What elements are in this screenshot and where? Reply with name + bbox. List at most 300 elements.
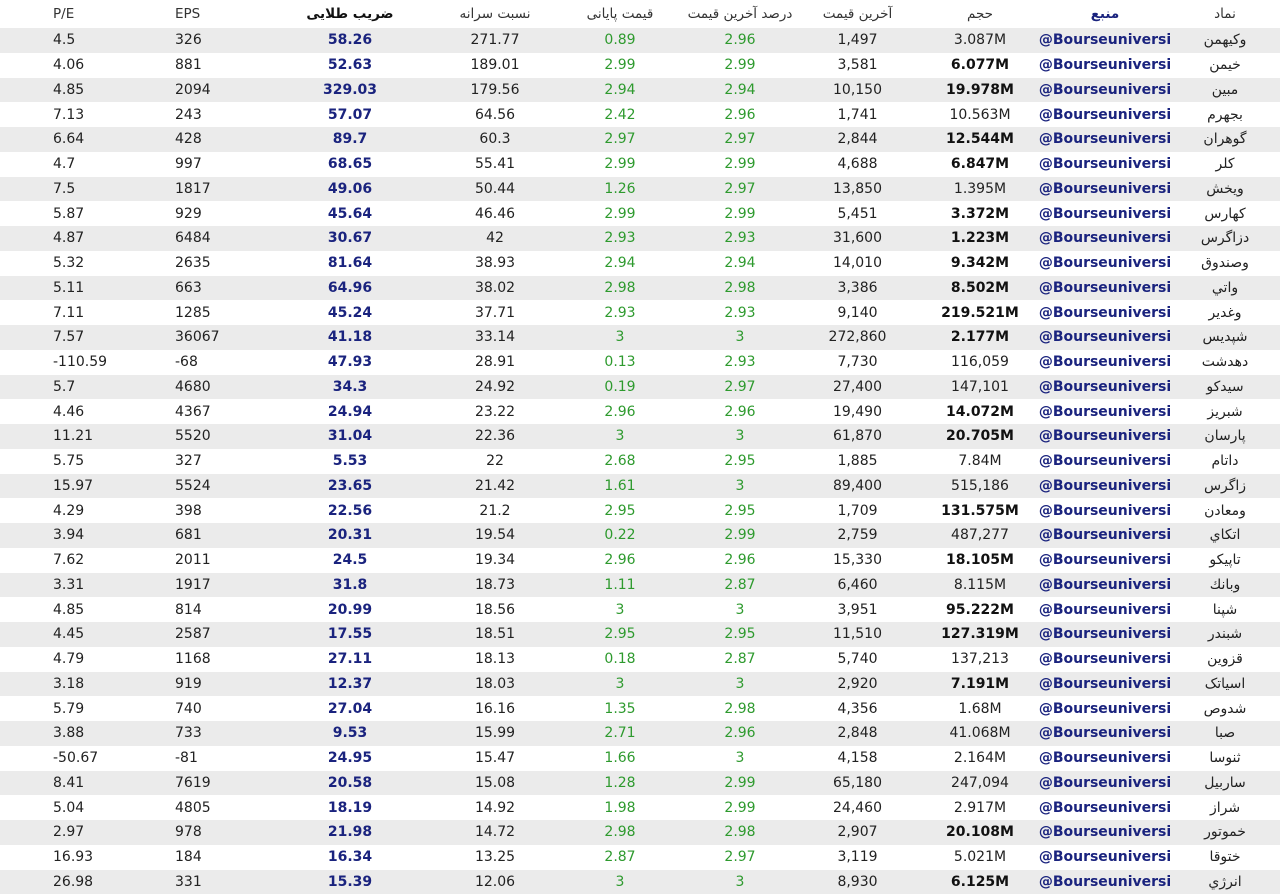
cell-symbol[interactable]: مبین (1180, 78, 1270, 103)
cell-per-capita-ratio: 60.3 (430, 127, 560, 152)
table-row[interactable] (0, 498, 1280, 523)
cell-last-price-percent: 2.97 (680, 177, 800, 202)
cell-per-capita-ratio: 15.08 (430, 771, 560, 796)
cell-source[interactable]: @Bourseuniversi (1040, 597, 1170, 622)
cell-final-price: 2.98 (560, 820, 680, 845)
cell-volume: 41.068M (920, 721, 1040, 746)
cell-volume: 20.108M (920, 820, 1040, 845)
cell-final-price: 2.99 (560, 152, 680, 177)
cell-last-price-percent: 3 (680, 597, 800, 622)
cell-symbol[interactable]: قزوین (1180, 647, 1270, 672)
cell-source[interactable]: @Bourseuniversi (1040, 820, 1170, 845)
cell-eps: 663 (160, 276, 280, 301)
cell-last-price-percent: 2.96 (680, 721, 800, 746)
cell-volume: 1.395M (920, 177, 1040, 202)
cell-eps: 2587 (160, 622, 280, 647)
cell-pe: 4.85 (40, 78, 150, 103)
cell-golden-ratio: 23.65 (290, 474, 410, 499)
cell-volume: 2.164M (920, 746, 1040, 771)
cell-eps: -68 (160, 350, 280, 375)
cell-eps: 331 (160, 870, 280, 894)
cell-last-price: 65,180 (800, 771, 915, 796)
cell-golden-ratio: 20.99 (290, 597, 410, 622)
cell-volume: 147,101 (920, 375, 1040, 400)
cell-eps: 997 (160, 152, 280, 177)
cell-last-price: 3,386 (800, 276, 915, 301)
cell-symbol[interactable]: تاپیکو (1180, 548, 1270, 573)
cell-source[interactable]: @Bourseuniversi (1040, 399, 1170, 424)
cell-final-price: 2.93 (560, 300, 680, 325)
cell-symbol[interactable]: زاگرس (1180, 474, 1270, 499)
cell-per-capita-ratio: 15.99 (430, 721, 560, 746)
header-volume[interactable]: حجم (920, 0, 1040, 28)
cell-final-price: 2.71 (560, 721, 680, 746)
cell-source[interactable]: @Bourseuniversi (1040, 78, 1170, 103)
cell-last-price: 15,330 (800, 548, 915, 573)
cell-golden-ratio: 64.96 (290, 276, 410, 301)
cell-per-capita-ratio: 16.16 (430, 696, 560, 721)
cell-eps: 7619 (160, 771, 280, 796)
table-row[interactable] (0, 721, 1280, 746)
cell-source[interactable]: @Bourseuniversi (1040, 424, 1170, 449)
cell-final-price: 1.66 (560, 746, 680, 771)
table-row[interactable] (0, 152, 1280, 177)
cell-source[interactable]: @Bourseuniversi (1040, 622, 1170, 647)
table-row[interactable] (0, 771, 1280, 796)
cell-source[interactable]: @Bourseuniversi (1040, 672, 1170, 697)
cell-last-price: 1,709 (800, 498, 915, 523)
cell-golden-ratio: 31.04 (290, 424, 410, 449)
cell-source[interactable]: @Bourseuniversi (1040, 251, 1170, 276)
cell-per-capita-ratio: 28.91 (430, 350, 560, 375)
cell-volume: 95.222M (920, 597, 1040, 622)
cell-symbol[interactable]: داتام (1180, 449, 1270, 474)
cell-volume: 8.502M (920, 276, 1040, 301)
table-row[interactable] (0, 696, 1280, 721)
cell-symbol[interactable]: وصندوق (1180, 251, 1270, 276)
cell-last-price-percent: 2.99 (680, 152, 800, 177)
cell-last-price: 7,730 (800, 350, 915, 375)
cell-source[interactable]: @Bourseuniversi (1040, 721, 1170, 746)
cell-eps: 398 (160, 498, 280, 523)
cell-source[interactable]: @Bourseuniversi (1040, 573, 1170, 598)
cell-volume: 2.177M (920, 325, 1040, 350)
cell-volume: 19.978M (920, 78, 1040, 103)
cell-final-price: 3 (560, 870, 680, 894)
cell-last-price: 8,930 (800, 870, 915, 894)
table-row[interactable] (0, 78, 1280, 103)
cell-symbol[interactable]: دزاگرس (1180, 226, 1270, 251)
cell-last-price: 1,885 (800, 449, 915, 474)
cell-final-price: 2.94 (560, 251, 680, 276)
cell-symbol[interactable]: وغدير (1180, 300, 1270, 325)
cell-volume: 6.125M (920, 870, 1040, 894)
cell-last-price: 3,951 (800, 597, 915, 622)
header-pe[interactable]: P/E (40, 0, 150, 28)
table-row[interactable] (0, 300, 1280, 325)
cell-pe: 15.97 (40, 474, 150, 499)
cell-source[interactable]: @Bourseuniversi (1040, 771, 1170, 796)
cell-volume: 6.847M (920, 152, 1040, 177)
cell-golden-ratio: 22.56 (290, 498, 410, 523)
cell-last-price-percent: 2.99 (680, 795, 800, 820)
table-row[interactable] (0, 350, 1280, 375)
cell-eps: 814 (160, 597, 280, 622)
cell-golden-ratio: 12.37 (290, 672, 410, 697)
cell-eps: 978 (160, 820, 280, 845)
cell-per-capita-ratio: 22.36 (430, 424, 560, 449)
cell-last-price-percent: 2.87 (680, 573, 800, 598)
cell-last-price: 2,844 (800, 127, 915, 152)
cell-last-price-percent: 2.93 (680, 300, 800, 325)
cell-per-capita-ratio: 22 (430, 449, 560, 474)
cell-symbol[interactable]: ومعادن (1180, 498, 1270, 523)
cell-per-capita-ratio: 38.93 (430, 251, 560, 276)
header-eps[interactable]: EPS (160, 0, 280, 28)
cell-last-price: 4,688 (800, 152, 915, 177)
cell-golden-ratio: 89.7 (290, 127, 410, 152)
cell-per-capita-ratio: 179.56 (430, 78, 560, 103)
cell-source[interactable]: @Bourseuniversi (1040, 498, 1170, 523)
cell-symbol[interactable]: ساربیل (1180, 771, 1270, 796)
cell-final-price: 2.97 (560, 127, 680, 152)
cell-volume: 20.705M (920, 424, 1040, 449)
cell-volume: 18.105M (920, 548, 1040, 573)
cell-last-price: 9,140 (800, 300, 915, 325)
table-row[interactable] (0, 201, 1280, 226)
table-row[interactable] (0, 177, 1280, 202)
table-row[interactable] (0, 573, 1280, 598)
cell-pe: 7.57 (40, 325, 150, 350)
cell-last-price: 2,920 (800, 672, 915, 697)
cell-last-price-percent: 3 (680, 424, 800, 449)
cell-last-price-percent: 2.98 (680, 820, 800, 845)
cell-eps: 1285 (160, 300, 280, 325)
cell-last-price-percent: 2.99 (680, 771, 800, 796)
cell-symbol[interactable]: دهدشت (1180, 350, 1270, 375)
cell-pe: 26.98 (40, 870, 150, 894)
cell-eps: 327 (160, 449, 280, 474)
cell-symbol[interactable]: صبا (1180, 721, 1270, 746)
header-last-price-percent[interactable]: درصد آخرین قیمت (680, 0, 800, 28)
cell-final-price: 2.93 (560, 226, 680, 251)
cell-symbol[interactable]: اتکاي (1180, 523, 1270, 548)
cell-volume: 14.072M (920, 399, 1040, 424)
cell-volume: 116,059 (920, 350, 1040, 375)
cell-per-capita-ratio: 21.2 (430, 498, 560, 523)
cell-eps: 326 (160, 28, 280, 53)
table-row[interactable] (0, 251, 1280, 276)
header-final-price[interactable]: قیمت پایانی (560, 0, 680, 28)
table-row[interactable] (0, 449, 1280, 474)
cell-per-capita-ratio: 42 (430, 226, 560, 251)
cell-pe: 7.62 (40, 548, 150, 573)
cell-symbol[interactable]: کهارس (1180, 201, 1270, 226)
cell-last-price: 27,400 (800, 375, 915, 400)
table-row[interactable] (0, 548, 1280, 573)
cell-final-price: 2.98 (560, 276, 680, 301)
cell-pe: 16.93 (40, 845, 150, 870)
cell-last-price: 2,848 (800, 721, 915, 746)
cell-source[interactable]: @Bourseuniversi (1040, 696, 1170, 721)
cell-symbol[interactable]: ختوقا (1180, 845, 1270, 870)
cell-final-price: 2.94 (560, 78, 680, 103)
cell-per-capita-ratio: 15.47 (430, 746, 560, 771)
cell-eps: 733 (160, 721, 280, 746)
cell-source[interactable]: @Bourseuniversi (1040, 28, 1170, 53)
cell-source[interactable]: @Bourseuniversi (1040, 226, 1170, 251)
cell-volume: 6.077M (920, 53, 1040, 78)
cell-pe: 6.64 (40, 127, 150, 152)
cell-symbol[interactable]: ویخش (1180, 177, 1270, 202)
cell-source[interactable]: @Bourseuniversi (1040, 746, 1170, 771)
cell-symbol[interactable]: کلر (1180, 152, 1270, 177)
cell-final-price: 1.11 (560, 573, 680, 598)
cell-symbol[interactable]: پارسان (1180, 424, 1270, 449)
cell-symbol[interactable]: وکیهمن (1180, 28, 1270, 53)
cell-pe: 3.31 (40, 573, 150, 598)
cell-per-capita-ratio: 23.22 (430, 399, 560, 424)
cell-eps: 740 (160, 696, 280, 721)
cell-source[interactable]: @Bourseuniversi (1040, 53, 1170, 78)
cell-eps: -81 (160, 746, 280, 771)
cell-eps: 2094 (160, 78, 280, 103)
cell-symbol[interactable]: سیدکو (1180, 375, 1270, 400)
table-row[interactable] (0, 746, 1280, 771)
cell-symbol[interactable]: شپدیس (1180, 325, 1270, 350)
cell-symbol[interactable]: شدوص (1180, 696, 1270, 721)
cell-last-price: 2,907 (800, 820, 915, 845)
table-row[interactable] (0, 28, 1280, 53)
cell-volume: 487,277 (920, 523, 1040, 548)
cell-final-price: 0.89 (560, 28, 680, 53)
cell-symbol[interactable]: شراز (1180, 795, 1270, 820)
cell-per-capita-ratio: 46.46 (430, 201, 560, 226)
table-row[interactable] (0, 845, 1280, 870)
cell-golden-ratio: 20.58 (290, 771, 410, 796)
cell-last-price: 2,759 (800, 523, 915, 548)
cell-last-price-percent: 2.99 (680, 53, 800, 78)
cell-last-price: 13,850 (800, 177, 915, 202)
table-row[interactable] (0, 424, 1280, 449)
table-row[interactable] (0, 820, 1280, 845)
cell-final-price: 2.99 (560, 201, 680, 226)
cell-source[interactable]: @Bourseuniversi (1040, 795, 1170, 820)
cell-golden-ratio: 24.95 (290, 746, 410, 771)
cell-source[interactable]: @Bourseuniversi (1040, 523, 1170, 548)
cell-source[interactable]: @Bourseuniversi (1040, 177, 1170, 202)
cell-source[interactable]: @Bourseuniversi (1040, 845, 1170, 870)
cell-per-capita-ratio: 38.02 (430, 276, 560, 301)
cell-final-price: 2.96 (560, 399, 680, 424)
cell-pe: 4.06 (40, 53, 150, 78)
cell-symbol[interactable]: خیمن (1180, 53, 1270, 78)
cell-golden-ratio: 68.65 (290, 152, 410, 177)
cell-symbol[interactable]: شبندر (1180, 622, 1270, 647)
cell-eps: 1917 (160, 573, 280, 598)
cell-source[interactable]: @Bourseuniversi (1040, 102, 1170, 127)
cell-source[interactable]: @Bourseuniversi (1040, 474, 1170, 499)
cell-final-price: 3 (560, 325, 680, 350)
table-row[interactable] (0, 647, 1280, 672)
cell-last-price: 4,356 (800, 696, 915, 721)
table-row[interactable] (0, 399, 1280, 424)
cell-golden-ratio: 52.63 (290, 53, 410, 78)
cell-source[interactable]: @Bourseuniversi (1040, 325, 1170, 350)
table-row[interactable] (0, 276, 1280, 301)
cell-eps: 4680 (160, 375, 280, 400)
header-per-capita-ratio[interactable]: نسبت سرانه (430, 0, 560, 28)
cell-symbol[interactable]: واتي (1180, 276, 1270, 301)
cell-volume: 219.521M (920, 300, 1040, 325)
table-row[interactable] (0, 375, 1280, 400)
table-row[interactable] (0, 53, 1280, 78)
cell-source[interactable]: @Bourseuniversi (1040, 449, 1170, 474)
table-row[interactable] (0, 102, 1280, 127)
cell-last-price: 1,741 (800, 102, 915, 127)
cell-per-capita-ratio: 19.54 (430, 523, 560, 548)
cell-golden-ratio: 81.64 (290, 251, 410, 276)
header-symbol[interactable]: نماد (1180, 0, 1270, 28)
cell-final-price: 0.22 (560, 523, 680, 548)
cell-final-price: 3 (560, 424, 680, 449)
cell-symbol[interactable]: وبانك (1180, 573, 1270, 598)
cell-symbol[interactable]: بجهرم (1180, 102, 1270, 127)
cell-last-price-percent: 2.96 (680, 102, 800, 127)
cell-eps: 36067 (160, 325, 280, 350)
cell-per-capita-ratio: 50.44 (430, 177, 560, 202)
cell-golden-ratio: 20.31 (290, 523, 410, 548)
cell-final-price: 2.95 (560, 622, 680, 647)
cell-eps: 184 (160, 845, 280, 870)
cell-final-price: 1.61 (560, 474, 680, 499)
header-source[interactable]: منبع (1040, 0, 1170, 28)
cell-golden-ratio: 30.67 (290, 226, 410, 251)
cell-per-capita-ratio: 33.14 (430, 325, 560, 350)
table-row[interactable] (0, 672, 1280, 697)
table-row[interactable] (0, 597, 1280, 622)
table-row[interactable] (0, 622, 1280, 647)
cell-per-capita-ratio: 271.77 (430, 28, 560, 53)
cell-final-price: 2.99 (560, 53, 680, 78)
cell-source[interactable]: @Bourseuniversi (1040, 350, 1170, 375)
cell-golden-ratio: 49.06 (290, 177, 410, 202)
table-row[interactable] (0, 127, 1280, 152)
cell-volume: 9.342M (920, 251, 1040, 276)
cell-symbol[interactable]: انرژي (1180, 870, 1270, 894)
cell-source[interactable]: @Bourseuniversi (1040, 548, 1170, 573)
cell-symbol[interactable]: اسیاتک (1180, 672, 1270, 697)
cell-source[interactable]: @Bourseuniversi (1040, 127, 1170, 152)
cell-golden-ratio: 9.53 (290, 721, 410, 746)
cell-pe: 5.79 (40, 696, 150, 721)
cell-last-price: 31,600 (800, 226, 915, 251)
header-golden-ratio[interactable]: ضریب طلایی (290, 0, 410, 28)
table-row[interactable] (0, 474, 1280, 499)
cell-per-capita-ratio: 18.13 (430, 647, 560, 672)
cell-pe: 11.21 (40, 424, 150, 449)
cell-last-price: 14,010 (800, 251, 915, 276)
cell-last-price-percent: 2.99 (680, 201, 800, 226)
table-row[interactable] (0, 226, 1280, 251)
cell-last-price-percent: 2.98 (680, 696, 800, 721)
cell-source[interactable]: @Bourseuniversi (1040, 201, 1170, 226)
cell-source[interactable]: @Bourseuniversi (1040, 276, 1170, 301)
cell-per-capita-ratio: 21.42 (430, 474, 560, 499)
cell-last-price: 1,497 (800, 28, 915, 53)
table-body (0, 28, 1280, 894)
cell-last-price-percent: 3 (680, 474, 800, 499)
cell-golden-ratio: 15.39 (290, 870, 410, 894)
table-row[interactable] (0, 325, 1280, 350)
cell-pe: 3.94 (40, 523, 150, 548)
cell-volume: 515,186 (920, 474, 1040, 499)
cell-per-capita-ratio: 13.25 (430, 845, 560, 870)
cell-last-price-percent: 2.94 (680, 78, 800, 103)
cell-volume: 3.087M (920, 28, 1040, 53)
cell-symbol[interactable]: ثنوسا (1180, 746, 1270, 771)
cell-source[interactable]: @Bourseuniversi (1040, 375, 1170, 400)
cell-eps: 681 (160, 523, 280, 548)
cell-eps: 4367 (160, 399, 280, 424)
table-row[interactable] (0, 795, 1280, 820)
cell-pe: 2.97 (40, 820, 150, 845)
table-row[interactable] (0, 523, 1280, 548)
cell-golden-ratio: 24.94 (290, 399, 410, 424)
cell-eps: 2011 (160, 548, 280, 573)
cell-source[interactable]: @Bourseuniversi (1040, 300, 1170, 325)
cell-final-price: 1.98 (560, 795, 680, 820)
cell-volume: 127.319M (920, 622, 1040, 647)
cell-last-price: 61,870 (800, 424, 915, 449)
cell-source[interactable]: @Bourseuniversi (1040, 152, 1170, 177)
cell-pe: 4.45 (40, 622, 150, 647)
cell-last-price-percent: 2.97 (680, 375, 800, 400)
cell-last-price-percent: 2.96 (680, 399, 800, 424)
cell-last-price: 3,119 (800, 845, 915, 870)
cell-symbol[interactable]: شپنا (1180, 597, 1270, 622)
header-last-price[interactable]: آخرین قیمت (800, 0, 915, 28)
cell-pe: 7.5 (40, 177, 150, 202)
table-row[interactable] (0, 870, 1280, 894)
cell-pe: 8.41 (40, 771, 150, 796)
cell-golden-ratio: 27.04 (290, 696, 410, 721)
cell-golden-ratio: 16.34 (290, 845, 410, 870)
cell-symbol[interactable]: خموتور (1180, 820, 1270, 845)
cell-symbol[interactable]: گوهران (1180, 127, 1270, 152)
cell-per-capita-ratio: 55.41 (430, 152, 560, 177)
cell-golden-ratio: 31.8 (290, 573, 410, 598)
cell-last-price: 5,740 (800, 647, 915, 672)
cell-golden-ratio: 27.11 (290, 647, 410, 672)
cell-last-price: 19,490 (800, 399, 915, 424)
cell-last-price-percent: 2.93 (680, 226, 800, 251)
cell-golden-ratio: 329.03 (290, 78, 410, 103)
cell-per-capita-ratio: 18.03 (430, 672, 560, 697)
cell-last-price: 11,510 (800, 622, 915, 647)
cell-volume: 5.021M (920, 845, 1040, 870)
cell-source[interactable]: @Bourseuniversi (1040, 870, 1170, 894)
cell-pe: 5.11 (40, 276, 150, 301)
cell-last-price: 272,860 (800, 325, 915, 350)
cell-golden-ratio: 34.3 (290, 375, 410, 400)
cell-final-price: 2.87 (560, 845, 680, 870)
cell-eps: 243 (160, 102, 280, 127)
cell-pe: 4.85 (40, 597, 150, 622)
cell-symbol[interactable]: شبریز (1180, 399, 1270, 424)
cell-source[interactable]: @Bourseuniversi (1040, 647, 1170, 672)
cell-pe: 5.04 (40, 795, 150, 820)
